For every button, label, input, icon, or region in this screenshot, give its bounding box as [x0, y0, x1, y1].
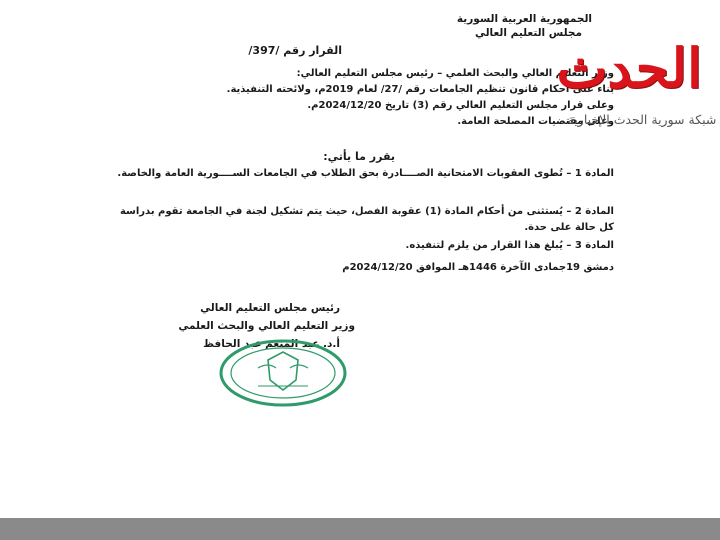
article-1-label: المادة 1 – [566, 168, 614, 179]
official-stamp-icon [218, 338, 348, 408]
signature-title-2: وزير التعليم العالي والبحث العلمي [178, 320, 355, 332]
article-3 [106, 238, 614, 254]
intro-line-3: وعلى قرار مجلس التعليم العالي رقم (3) تاريخ 2024/12/20م. [307, 100, 614, 111]
article-1-text: تُطوى العقوبات الامتحانية الصــــادرة بحق الطلاب في الجامعات الســــورية العامة والخاصة. [117, 168, 563, 179]
news-logo-text: الحدث [556, 36, 702, 100]
intro-line-4: وعلى مقتضيات المصلحة العامة. [457, 116, 614, 127]
intro-line-2: بناء على أحكام قانون تنظيم الجامعات رقم /27/ لعام 2019م، ولائحته التنفيذية. [226, 84, 614, 95]
bottom-band [0, 518, 720, 540]
article-2 [106, 204, 614, 236]
signature-title-1: رئيس مجلس التعليم العالي [200, 302, 340, 314]
header-council: مجلس التعليم العالي [474, 27, 582, 39]
article-3-text: يُبلغ هذا القرار من يلزم لتنفيذه. [405, 240, 563, 251]
news-logo-caption: شبكة سورية الحدث الإخبارية [567, 112, 717, 127]
decides-heading: يقرر ما يأتي: [323, 150, 395, 163]
date-line: دمشق 19جمادى الآخرة 1446هـ الموافق 2024/12/20م [342, 262, 614, 273]
article-1 [106, 166, 614, 182]
news-watermark [556, 28, 717, 138]
signature-name: أ.د. عبد المنعم عبد الحافظ [203, 338, 340, 350]
article-2-text: يُستثنى من أحكام المادة (1) عقوبة الفصل، حيث يتم تشكيل لجنة في الجامعة تقوم بدراسة كل حالة على حدة. [119, 206, 614, 233]
decision-number: القرار رقم /397/ [248, 44, 342, 57]
article-3-label: المادة 3 – [566, 240, 614, 251]
article-2-label: المادة 2 – [566, 206, 614, 217]
intro-line-1: وزير التعليم العالي والبحث العلمي – رئيس مجلس التعليم العالي: [296, 68, 614, 79]
header-republic: الجمهورية العربية السورية [456, 13, 592, 25]
